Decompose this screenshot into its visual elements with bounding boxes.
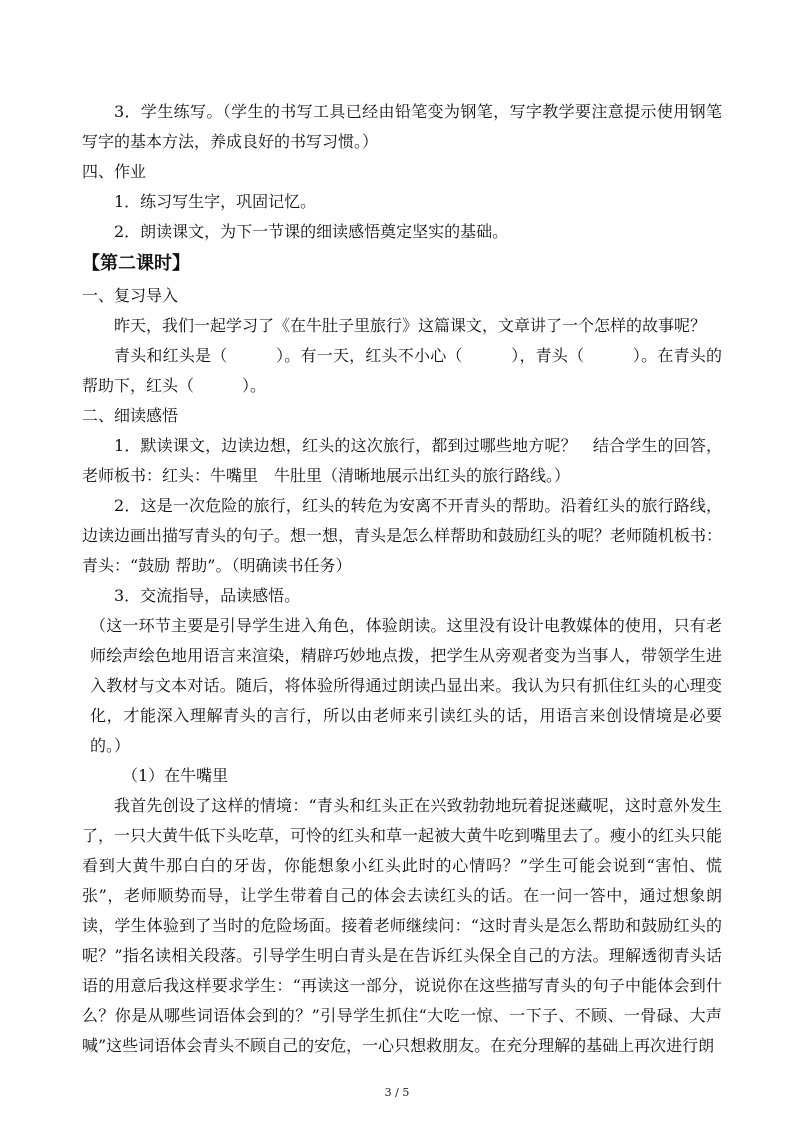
paragraph-fill-blank: 青头和红头是（ ）。有一天，红头不小心（ ），青头（ ）。在青头的帮助下，红头（ ）。 — [82, 346, 722, 395]
lesson-heading-second: 【第二课时】 — [82, 253, 190, 274]
paragraph-practice-writing: 3．学生练写。（学生的书写工具已经由铅笔变为钢笔，写字教学要注意提示使用钢笔写字的基本方法，养成良好的书写习惯。） — [82, 102, 722, 151]
paragraph-design-note: （这一环节主要是引导学生进入角色，体验朗读。这里没有设计电教媒体的使用，只有老师绘声绘色地用语言来渲染，精辟巧妙地点拨，把学生从旁观者变为当事人，带领学生进入教材与文本对话。随后，将体验所得通过朗读凸显出来。我认为只有抓住红头的心理变化，才能深入理解青头的言行，所以由老师来引读红头的话，用语言来创设情境是必要的。） — [90, 616, 722, 755]
paragraph-step-2: 2．这是一次危险的旅行，红头的转危为安离不开青头的帮助。沿着红头的旅行路线，边读边画出描写青头的句子。想一想，青头是怎么样帮助和鼓励红头的呢？老师随机板书：青头：“鼓励 帮助”。（明确读书任务） — [82, 496, 723, 575]
paragraph-review-intro: 昨天，我们一起学习了《在牛肚子里旅行》这篇课文，文章讲了一个怎样的故事呢？ — [114, 316, 707, 335]
paragraph-scenario: 我首先创设了这样的情境：“青头和红头正在兴致勃勃地玩着捉迷藏呢，这时意外发生了，一只大黄牛低下头吃草，可怜的红头和草一起被大黄牛吃到嘴里去了。瘦小的红头只能看到大黄牛那白白的牙齿，你能想象小红头此时的心情吗？”学生可能会说到“害怕、慌张”，老师顺势而导，让学生带着自己的体会去读红头的话。在一问一答中，通过想象朗读，学生体验到了当时的危险场面。接着老师继续问：“这时青头是怎么帮助和鼓励红头的呢？”指名读相关段落。引导学生明白青头是在告诉红头保全自己的方法。理解透彻青头话语的用意后我这样要求学生：“再读这一部分，说说你在这些描写青头的句子中能体会到什么？你是从哪些词语体会到的？”引导学生抓住“大吃一惊、一下子、不顾、一骨碌、大声喊”这些词语体会青头不顾自己的安危，一心只想救朋友。在充分理解的基础上再次进行朗 — [82, 796, 723, 1055]
document-body — [82, 97, 722, 1061]
page-number: 3 / 5 — [384, 1086, 410, 1099]
section-heading-review: 一、复习导入 — [82, 286, 179, 305]
homework-item-1: 1．练习写生字，巩固记忆。 — [114, 192, 317, 211]
subheading-in-mouth: （1）在牛嘴里 — [122, 766, 229, 785]
paragraph-step-1: 1．默读课文，边读边想，红头的这次旅行，都到过哪些地方呢？ 结合学生的回答，老师板书：红头：牛嘴里 牛肚里（清晰地展示出红头的旅行路线。） — [82, 436, 722, 485]
homework-item-2: 2．朗读课文，为下一节课的细读感悟奠定坚实的基础。 — [114, 222, 509, 241]
section-heading-close-reading: 二、细读感悟 — [82, 406, 179, 425]
section-heading-homework: 四、作业 — [82, 162, 147, 181]
paragraph-step-3: 3．交流指导，品读感悟。 — [114, 586, 301, 605]
